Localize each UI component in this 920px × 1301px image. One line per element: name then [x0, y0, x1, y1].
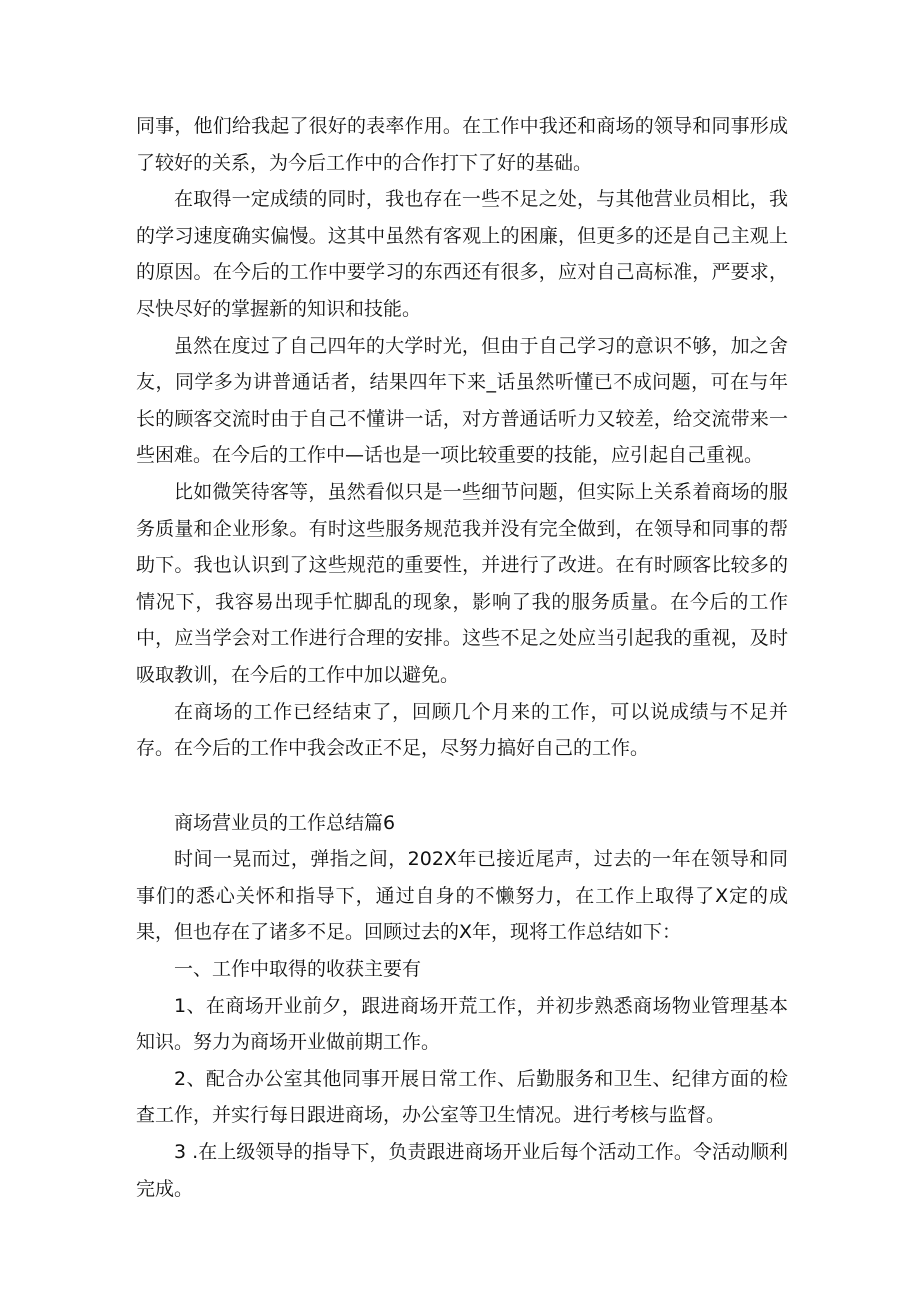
section-gap	[136, 767, 788, 805]
paragraph-4: 比如微笑待客等，虽然看似只是一些细节问题，但实际上关系着商场的服务质量和企业形象。有时这些服务规范我并没有完全做到，在领导和同事的帮助下。我也认识到了这些规范的重要性，并进行了改进。在有时顾客比较多的情况下，我容易出现手忙脚乱的现象，影响了我的服务质量。在今后的工作中，应当学会对工作进行合理的安排。这些不足之处应当引起我的重视，及时吸取教训，在今后的工作中加以避免。	[136, 480, 788, 686]
paragraph-9: 2、配合办公室其他同事开展日常工作、后勤服务和卫生、纪律方面的检查工作，并实行每日跟进商场，办公室等卫生情况。进行考核与监督。	[136, 1067, 788, 1127]
paragraph-3: 虽然在度过了自己四年的大学时光，但由于自己学习的意识不够，加之舍友，同学多为讲普通话者，结果四年下来_话虽然听懂已不成问题，可在与年长的顾客交流时由于自己不懂讲一话，对方普通话听力又较差，给交流带来一些困难。在今后的工作中—话也是一项比较重要的技能，应引起自己重视。	[136, 334, 788, 467]
paragraph-6: 时间一晃而过，弹指之间，202X年已接近尾声，过去的一年在领导和同事们的悉心关怀和指导下，通过自身的不懒努力，在工作上取得了X定的成果，但也存在了诸多不足。回顾过去的X年，现将工作总结如下：	[136, 848, 788, 944]
paragraph-2: 在取得一定成绩的同时，我也存在一些不足之处，与其他营业员相比，我的学习速度确实偏慢。这其中虽然有客观上的困廉，但更多的还是自己主观上的原因。在今后的工作中要学习的东西还有很多，应对自己高标准，严要求，尽快尽好的掌握新的知识和技能。	[136, 188, 788, 320]
paragraph-7: 一、工作中取得的收获主要有	[174, 958, 422, 981]
paragraph-10: 3 .在上级领导的指导下，负责跟进商场开业后每个活动工作。令活动顺利完成。	[136, 1141, 788, 1200]
document-body	[136, 108, 788, 1207]
section-heading: 商场营业员的工作总结篇6	[174, 811, 396, 834]
paragraph-8: 1、在商场开业前夕，跟进商场开荒工作，并初步熟悉商场物业管理基本知识。努力为商场开业做前期工作。	[136, 994, 788, 1054]
paragraph-5: 在商场的工作已经结束了，回顾几个月来的工作，可以说成绩与不足并存。在今后的工作中我会改正不足，尽努力搞好自己的工作。	[136, 700, 788, 760]
paragraph-1: 同事，他们给我起了很好的表率作用。在工作中我还和商场的领导和同事形成了较好的关系，为今后工作中的合作打下了好的基础。	[136, 115, 788, 174]
